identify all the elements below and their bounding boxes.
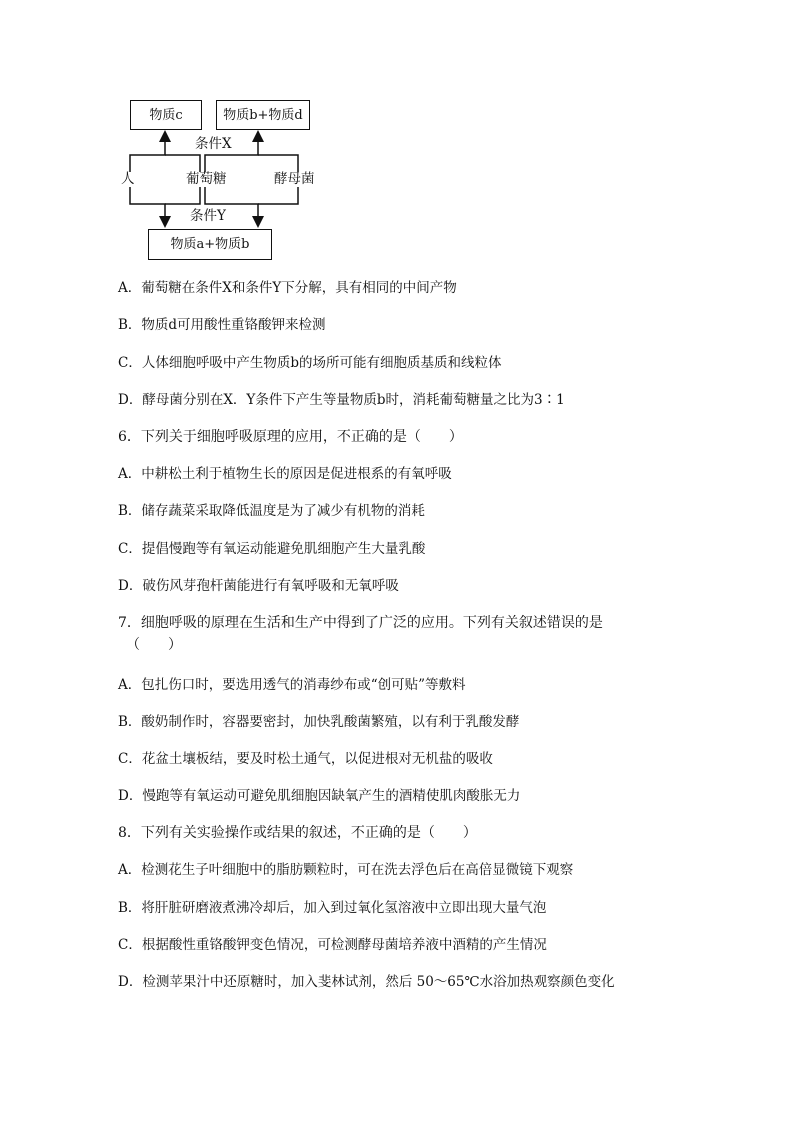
yeast-label: 酵母菌 [274,171,315,187]
q8-option-a: A．检测花生子叶细胞中的脂肪颗粒时，可在洗去浮色后在高倍显微镜下观察 [118,862,574,878]
q7-option-d: D．慢跑等有氧运动可避免肌细胞因缺氧产生的酒精使肌肉酸胀无力 [118,788,521,804]
q7-stem-line2: （ ） [126,637,182,653]
q5-option-b: B．物质d可用酸性重铬酸钾来检测 [118,317,326,333]
box-substance-c: 物质c [130,100,202,130]
q7-stem-line1: 7．细胞呼吸的原理在生活和生产中得到了广泛的应用。下列有关叙述错误的是 [118,615,603,631]
box-substance-a-b: 物质a+物质b [148,229,272,260]
q8-option-c: C．根据酸性重铬酸钾变色情况，可检测酵母菌培养液中酒精的产生情况 [118,937,547,953]
q6-option-d: D．破伤风芽孢杆菌能进行有氧呼吸和无氧呼吸 [118,578,399,594]
respiration-diagram [110,92,340,267]
q5-option-c: C．人体细胞呼吸中产生物质b的场所可能有细胞质基质和线粒体 [118,355,502,371]
box-substance-b-d: 物质b+物质d [216,100,310,130]
q5-option-d: D．酵母菌分别在X．Y条件下产生等量物质b时，消耗葡萄糖量之比为3∶1 [118,392,565,408]
q7-option-a: A．包扎伤口时，要选用透气的消毒纱布或“创可贴”等敷料 [118,677,466,693]
q6-option-c: C．提倡慢跑等有氧运动能避免肌细胞产生大量乳酸 [118,541,426,557]
q7-option-b: B．酸奶制作时，容器要密封，加快乳酸菌繁殖，以有利于乳酸发酵 [118,714,520,730]
q8-stem: 8．下列有关实验操作或结果的叙述，不正确的是（ ） [118,825,477,841]
q8-option-d: D．检测苹果汁中还原糖时，加入斐林试剂，然后 50～65℃水浴加热观察颜色变化 [118,974,615,990]
q6-option-a: A．中耕松土利于植物生长的原因是促进根系的有氧呼吸 [118,466,452,482]
q8-option-b: B．将肝脏研磨液煮沸冷却后，加入到过氧化氢溶液中立即出现大量气泡 [118,900,547,916]
q7-option-c: C．花盆土壤板结，要及时松土通气，以促进根对无机盐的吸收 [118,751,493,767]
q5-option-a: A．葡萄糖在条件X和条件Y下分解，具有相同的中间产物 [118,280,457,296]
glucose-label: 葡萄糖 [186,171,227,187]
human-label: 人 [121,171,135,187]
q6-option-b: B．储存蔬菜采取降低温度是为了减少有机物的消耗 [118,503,425,519]
condition-y-label: 条件Y [190,208,226,224]
q6-stem: 6．下列关于细胞呼吸原理的应用，不正确的是（ ） [118,429,463,445]
condition-x-label: 条件X [195,136,232,152]
